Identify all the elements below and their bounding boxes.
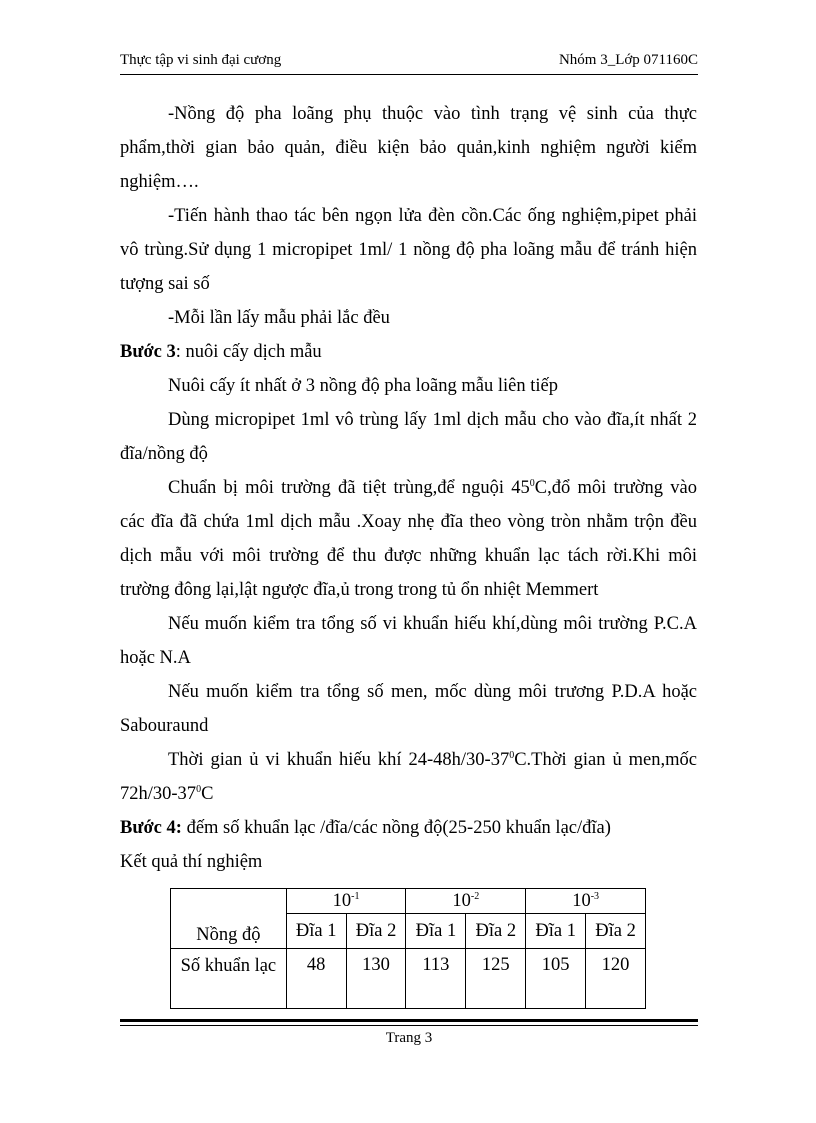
page-header <box>120 52 698 75</box>
row-header-colony-count: Số khuẩn lạc <box>171 949 287 1009</box>
footer-rule <box>120 1019 698 1026</box>
results-table <box>170 888 646 1009</box>
step-4-heading <box>120 811 697 845</box>
dilution-cell: $10^{-1}$ <box>286 889 406 914</box>
header-group-class: Nhóm 3_Lớp 071160C <box>558 52 698 68</box>
colony-count: 125 <box>466 949 526 1009</box>
superscript-degree: 0 <box>509 749 515 761</box>
plate-label: Đĩa 1 <box>406 914 466 949</box>
header-course-title: Thực tập vi sinh đại cương <box>120 52 282 68</box>
colony-count: 113 <box>406 949 466 1009</box>
step-4-label: Bước 4: <box>120 818 182 838</box>
dilution-cell: $10^{-2}$ <box>406 889 526 914</box>
step-3-label: Bước 3 <box>120 342 176 362</box>
paragraph-aseptic-technique: -Tiến hành thao tác bên ngọn lửa đèn cồn.Các ống nghiệm,pipet phải vô trùng.Sử dụng 1 micropipet 1ml/ 1 nồng độ pha loãng mẫu để tránh hiện tượng sai số <box>120 206 697 294</box>
plate-label: Đĩa 2 <box>586 914 646 949</box>
plate-label: Đĩa 1 <box>286 914 346 949</box>
colony-count: 120 <box>586 949 646 1009</box>
table-row-dilutions <box>171 889 646 914</box>
step-3-heading <box>120 335 697 369</box>
plate-label: Đĩa 2 <box>346 914 406 949</box>
plate-label: Đĩa 2 <box>466 914 526 949</box>
results-title: Kết quả thí nghiệm <box>120 852 263 872</box>
row-header-concentration: Nồng độ <box>171 889 287 949</box>
step-4-text: đếm số khuẩn lạc /đĩa/các nồng độ(25-250 khuẩn lạc/đĩa) <box>181 818 611 838</box>
plate-label: Đĩa 1 <box>526 914 586 949</box>
paragraph-shake-sample: -Mỗi lần lấy mẫu phải lắc đều <box>168 308 390 328</box>
colony-count: 48 <box>286 949 346 1009</box>
paragraph-micropipet: Dùng micropipet 1ml vô trùng lấy 1ml dịch mẫu cho vào đĩa,ít nhất 2 đĩa/nồng độ <box>120 410 697 464</box>
paragraph-incubation-time: Thời gian ủ vi khuẩn hiếu khí $24-48h/30-37^0C.Thời$ gian ủ men,mốc $72h/30-37^0C$ <box>120 749 697 804</box>
colony-count: 130 <box>346 949 406 1009</box>
document-body <box>120 97 697 879</box>
paragraph-aerobic-medium: Nếu muốn kiểm tra tổng số vi khuẩn hiếu khí,dùng môi trường P.C.A hoặc N.A <box>120 614 697 668</box>
paragraph-yeast-mold-medium: Nếu muốn kiểm tra tổng số men, mốc dùng môi trương P.D.A hoặc Sabouraund <box>120 682 697 736</box>
page-number: Trang 3 <box>385 1030 433 1046</box>
dilution-cell: $10^{-3}$ <box>526 889 646 914</box>
step-3-text: : nuôi cấy dịch mẫu <box>175 342 322 362</box>
paragraph-dilution-factors: -Nồng độ pha loãng phụ thuộc vào tình trạng vệ sinh của thực phẩm,thời gian bảo quản, điều kiện bảo quản,kinh nghiệm người kiểm nghiệm…. <box>120 104 697 192</box>
paragraph-culture-dilutions: Nuôi cấy ít nhất ở 3 nồng độ pha loãng mẫu liên tiếp <box>168 376 558 396</box>
superscript-degree: 0 <box>529 477 535 489</box>
superscript-degree: 0 <box>196 783 202 795</box>
paragraph-medium-preparation: Chuẩn bị môi trường đã tiệt trùng,để nguội $45^0C,đổ$ môi trường vào các đĩa đã chứa 1ml dịch mẫu .Xoay nhẹ đĩa theo vòng tròn nhằm trộn đều dịch mẫu với môi trường để thu được những khuẩn lạc tách rời.Khi môi trường đông lại,lật ngược đĩa,ủ trong trong tủ ổn nhiệt Memmert <box>120 477 697 600</box>
footer-thin-line <box>120 1025 698 1026</box>
colony-count: 105 <box>526 949 586 1009</box>
footer-thick-line <box>120 1019 698 1022</box>
table-row-counts <box>171 949 646 1009</box>
